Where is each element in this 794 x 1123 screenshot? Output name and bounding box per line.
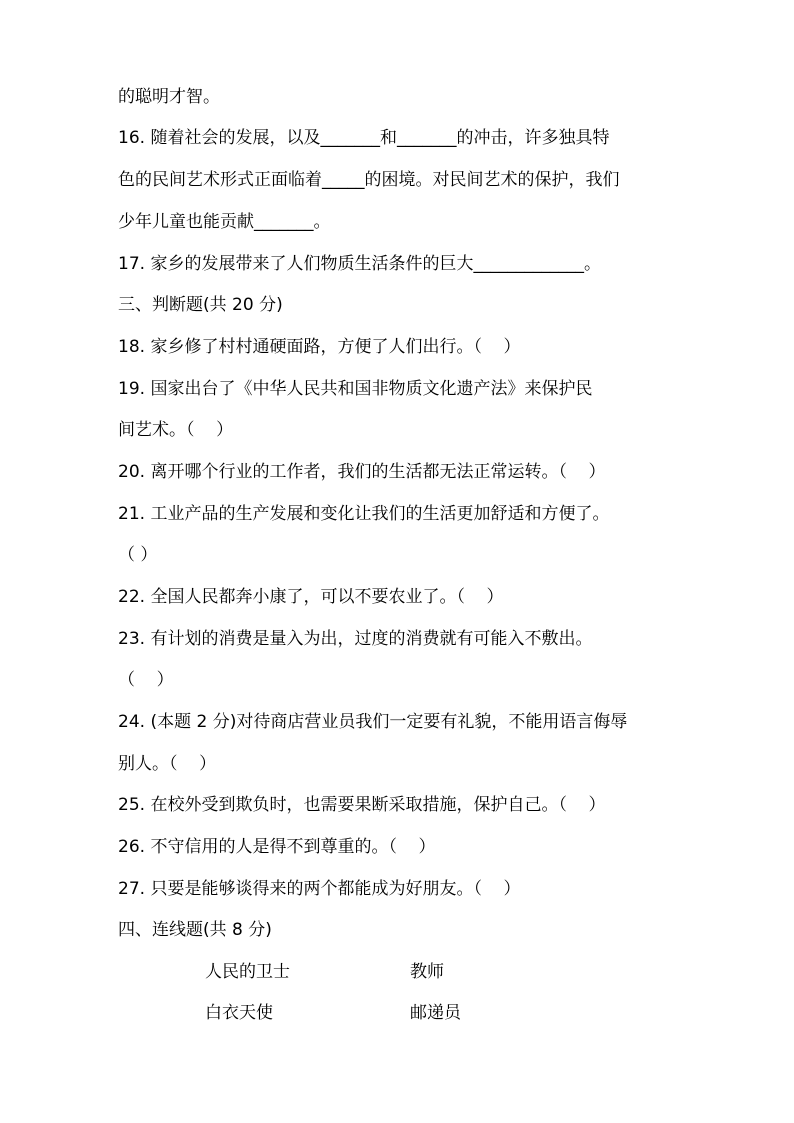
question-21-line-1: 21. 工业产品的生产发展和变化让我们的生活更加舒适和方便了。 [118, 504, 610, 524]
question-21-line-2: （ ） [118, 545, 158, 565]
matching-right-item: 教师 [410, 962, 444, 982]
section-heading-judgement: 三、判断题(共 20 分) [118, 295, 283, 315]
question-16-line-1: 16. 随着社会的发展，以及_______和_______的冲击，许多独具特 [118, 128, 610, 148]
question-18: 18. 家乡修了村村通硬面路，方便了人们出行。（ ） [118, 337, 521, 357]
section-heading-matching: 四、连线题(共 8 分) [118, 920, 272, 940]
question-16-line-2: 色的民间艺术形式正面临着_____的困境。对民间艺术的保护，我们 [118, 170, 620, 190]
matching-left-item: 白衣天使 [205, 1003, 273, 1023]
question-23-line-1: 23. 有计划的消费是量入为出，过度的消费就有可能入不敷出。 [118, 629, 593, 649]
question-19-line-2: 间艺术。（ ） [118, 420, 234, 440]
text-line-1: 的聪明才智。 [118, 87, 220, 107]
question-24-line-1: 24. (本题 2 分)对待商店营业员我们一定要有礼貌，不能用语言侮辱 [118, 712, 628, 732]
matching-left-item: 人民的卫士 [205, 962, 290, 982]
question-22: 22. 全国人民都奔小康了，可以不要农业了。（ ） [118, 587, 504, 607]
question-23-line-2: （ ） [118, 670, 174, 690]
question-17: 17. 家乡的发展带来了人们物质生活条件的巨大_____________。 [118, 254, 601, 274]
question-25: 25. 在校外受到欺负时，也需要果断采取措施，保护自己。（ ） [118, 795, 606, 815]
question-16-line-3: 少年儿童也能贡献_______。 [118, 212, 331, 232]
question-27: 27. 只要是能够谈得来的两个都能成为好朋友。（ ） [118, 879, 521, 899]
question-19-line-1: 19. 国家出台了《中华人民共和国非物质文化遗产法》来保护民 [118, 379, 593, 399]
question-20: 20. 离开哪个行业的工作者，我们的生活都无法正常运转。（ ） [118, 462, 606, 482]
question-26: 26. 不守信用的人是得不到尊重的。（ ） [118, 837, 436, 857]
matching-right-item: 邮递员 [410, 1003, 461, 1023]
question-24-line-2: 别人。（ ） [118, 754, 217, 774]
